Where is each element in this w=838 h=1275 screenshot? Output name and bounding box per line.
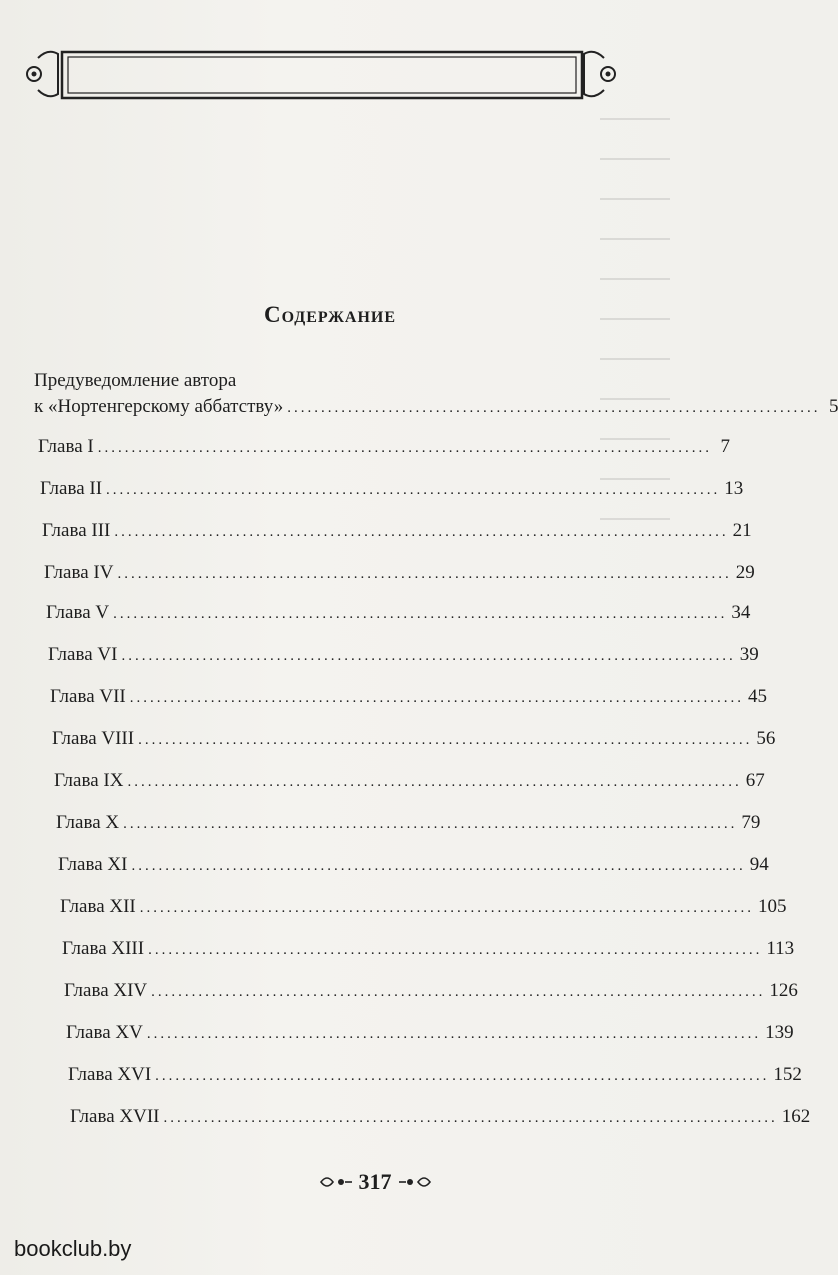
toc-entry-label: Глава XVI bbox=[68, 1064, 152, 1085]
leader-dots: ............................................................................... bbox=[287, 400, 821, 416]
toc-entry[interactable] bbox=[40, 476, 744, 502]
toc-entry-page: 139 bbox=[765, 1022, 794, 1043]
toc-entry[interactable] bbox=[52, 726, 776, 752]
leader-dots: ........................................................................................... bbox=[113, 606, 728, 622]
toc-entry[interactable] bbox=[54, 768, 765, 794]
right-ornament-icon bbox=[398, 1171, 432, 1193]
toc-entry-label: Глава VIII bbox=[52, 728, 135, 749]
toc-entry-label: Глава V bbox=[46, 602, 110, 623]
leader-dots: ........................................................................................... bbox=[146, 1026, 762, 1042]
toc-entry-page: 39 bbox=[739, 644, 759, 665]
toc-entry-page: 152 bbox=[773, 1064, 802, 1085]
toc-entry-page: 13 bbox=[724, 478, 744, 499]
toc-entry-label: Глава VII bbox=[50, 686, 126, 707]
toc-entry-label: Глава IV bbox=[44, 562, 114, 583]
toc-entry-label: Глава VI bbox=[48, 644, 118, 665]
toc-entry[interactable] bbox=[56, 810, 761, 836]
leader-dots: ........................................................................................... bbox=[121, 648, 736, 664]
leader-dots: ........................................................................................... bbox=[129, 690, 744, 706]
toc-entry[interactable] bbox=[38, 434, 730, 460]
leader-dots: ........................................................................................... bbox=[148, 942, 763, 958]
toc-entry[interactable] bbox=[62, 936, 795, 962]
toc-entry[interactable] bbox=[58, 852, 769, 878]
toc-entry[interactable] bbox=[50, 684, 767, 710]
toc-entry-label: Глава XVII bbox=[70, 1106, 160, 1127]
toc-entry-page: 162 bbox=[781, 1106, 811, 1127]
toc-entry-page: 21 bbox=[732, 520, 752, 541]
toc-entry-label: Глава II bbox=[40, 478, 103, 499]
toc-entry[interactable] bbox=[68, 1062, 802, 1088]
leader-dots: ........................................................................................... bbox=[151, 984, 766, 1000]
toc-entry-page: 5 bbox=[828, 396, 838, 417]
toc-entry-page: 29 bbox=[735, 562, 755, 583]
page-number: 317 bbox=[358, 1169, 392, 1194]
leader-dots: ........................................................................................... bbox=[106, 482, 721, 498]
watermark-text: bookclub.by bbox=[14, 1236, 132, 1261]
toc-entry-label: Глава XII bbox=[60, 896, 136, 917]
toc-entry-label: Глава XIII bbox=[62, 938, 145, 959]
toc-entry-page: 94 bbox=[749, 854, 769, 875]
toc-entry-page: 113 bbox=[766, 938, 795, 959]
leader-dots: ........................................................................................... bbox=[123, 816, 738, 832]
toc-entry[interactable] bbox=[66, 1020, 794, 1046]
toc-entry[interactable] bbox=[60, 894, 787, 920]
toc-entry-page: 34 bbox=[731, 602, 751, 623]
leader-dots: ........................................................................................... bbox=[127, 774, 742, 790]
leader-dots: ........................................................................................... bbox=[131, 858, 746, 874]
toc-entry-label: к «Нортенгерскому аббатству» bbox=[34, 396, 284, 417]
leader-dots: ........................................................................................... bbox=[114, 524, 729, 540]
toc-entry[interactable] bbox=[64, 978, 798, 1004]
left-ornament-icon bbox=[319, 1171, 353, 1193]
toc-entry[interactable] bbox=[34, 394, 838, 420]
leader-dots: ........................................................................................... bbox=[139, 900, 754, 916]
leader-dots: ........................................................................................... bbox=[117, 566, 732, 582]
leader-dots: ........................................................................................... bbox=[163, 1110, 778, 1126]
page-title: Содержание bbox=[263, 302, 397, 327]
leader-dots: ........................................................................................... bbox=[97, 440, 712, 456]
toc-entry-preface-line1: Предуведомление автора bbox=[34, 370, 237, 391]
toc-entry-label: Глава I bbox=[38, 436, 94, 457]
toc-entry-page: 79 bbox=[741, 812, 761, 833]
toc-entry[interactable] bbox=[42, 518, 752, 544]
toc-entry[interactable] bbox=[46, 600, 751, 626]
toc-entry[interactable] bbox=[48, 642, 759, 668]
toc-entry-page: 105 bbox=[758, 896, 787, 917]
toc-entry-label: Глава XIV bbox=[64, 980, 148, 1001]
leader-dots: ........................................................................................... bbox=[155, 1068, 770, 1084]
toc-entry[interactable] bbox=[44, 560, 755, 586]
toc-entry-label: Глава XV bbox=[66, 1022, 143, 1043]
toc-entry-label: Глава XI bbox=[58, 854, 128, 875]
toc-entry-label: Глава X bbox=[56, 812, 120, 833]
toc-entry-page: 67 bbox=[745, 770, 765, 791]
toc-entry-label: Глава IX bbox=[54, 770, 124, 791]
toc-entry-label: Глава III bbox=[42, 520, 111, 541]
toc-entry-page: 45 bbox=[748, 686, 767, 707]
page-footer bbox=[310, 1165, 440, 1199]
toc-entry[interactable] bbox=[70, 1104, 811, 1130]
toc-entry-page: 56 bbox=[756, 728, 776, 749]
toc-entry-page: 126 bbox=[769, 980, 798, 1001]
toc-entry-page: 7 bbox=[720, 436, 730, 457]
leader-dots: ........................................................................................... bbox=[138, 732, 753, 748]
